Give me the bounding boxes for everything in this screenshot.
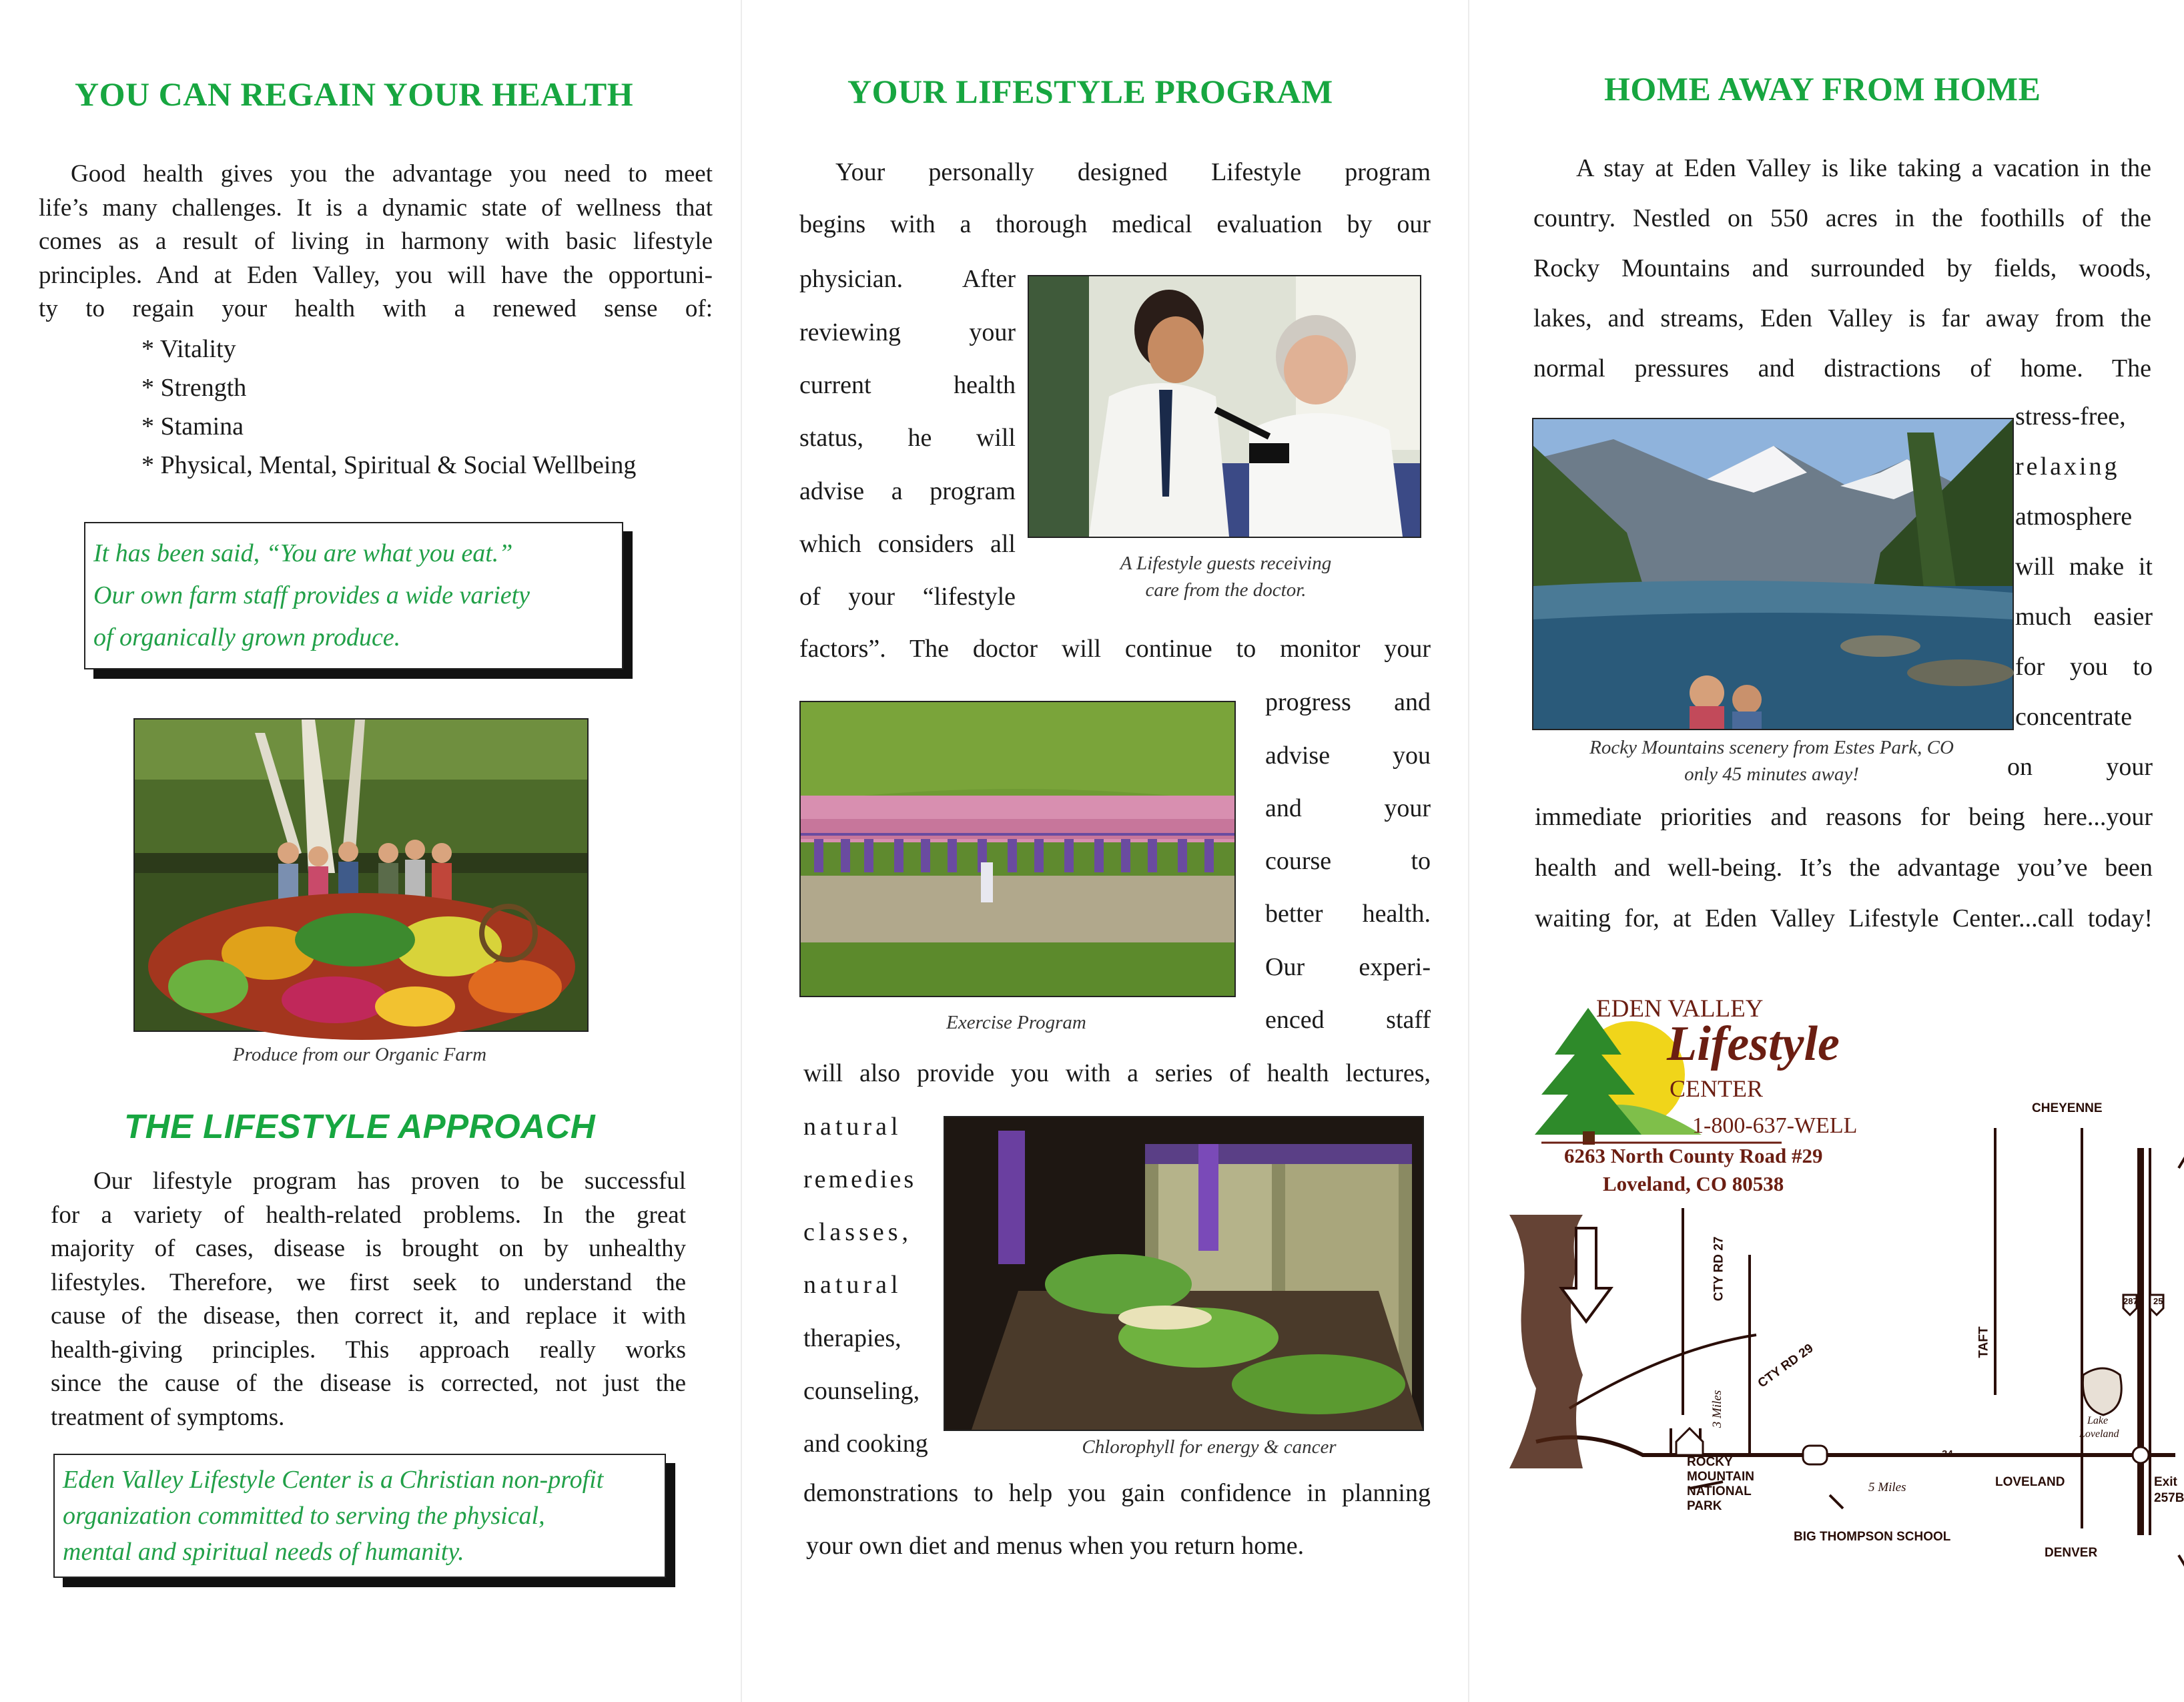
caption-line: care from the doctor.: [1145, 579, 1307, 601]
home-line: for you to: [2015, 653, 2153, 681]
approach-line: Our lifestyle program has proven to be successful: [93, 1167, 686, 1195]
program-line: advise a program: [799, 477, 1016, 505]
map-lake-label: Lake: [2087, 1415, 2109, 1426]
mission-line: organization committed to serving the physical,: [63, 1502, 545, 1530]
program-line: classes,: [803, 1218, 913, 1246]
home-line: stress-free,: [2015, 402, 2126, 431]
mission-line: mental and spiritual needs of humanity.: [63, 1538, 464, 1566]
farm-photo-caption: Produce from our Organic Farm: [232, 1044, 487, 1065]
farm-quote-box: [84, 522, 623, 669]
chlorophyll-photo: [944, 1116, 1424, 1431]
program-line: reviewing your: [799, 318, 1016, 346]
benefit-item: * Physical, Mental, Spiritual & Social Wellbeing: [141, 451, 637, 479]
caption-line: only 45 minutes away!: [1684, 764, 1859, 785]
approach-line: treatment of symptoms.: [51, 1403, 285, 1431]
program-line: advise you: [1265, 742, 1431, 770]
mountain-photo-caption: [1532, 734, 2011, 788]
middle-panel: [742, 0, 1468, 1702]
program-line: current health: [799, 371, 1016, 399]
logo-eden-valley-text: EDEN VALLEY: [1596, 995, 1764, 1023]
home-line: health and well-being. It’s the advantage you’ve been: [1535, 854, 2153, 882]
exercise-program-photo: [799, 701, 1236, 997]
logo-center-text: CENTER: [1670, 1075, 1763, 1102]
phone-number: 1-800-637-WELL: [1692, 1113, 1858, 1138]
mission-statement-box: [53, 1454, 666, 1578]
address-line-1: 6263 North County Road #29: [1564, 1144, 1823, 1167]
doctor-photo-caption: [1030, 550, 1421, 603]
program-line: physician. After: [799, 265, 1016, 293]
home-line: much easier: [2015, 603, 2153, 631]
map-cty-rd-27-label: CTY RD 27: [1712, 1236, 1726, 1302]
program-line: your own diet and menus when you return home.: [806, 1532, 1305, 1560]
home-line: normal pressures and distractions of home. The: [1533, 354, 2151, 382]
lifestyle-program-heading: YOUR LIFESTYLE PROGRAM: [847, 73, 1333, 110]
home-line: immediate priorities and reasons for being here...your: [1535, 803, 2153, 831]
program-line: begins with a thorough medical evaluation by our: [799, 210, 1431, 238]
left-panel: [0, 0, 741, 1702]
approach-line: since the cause of the disease is corrected, not just the: [51, 1370, 686, 1397]
logo-lifestyle-text: Lifestyle: [1667, 1017, 1840, 1071]
map-loveland-label: LOVELAND: [1995, 1475, 2065, 1489]
intro-line: Good health gives you the advantage you need to meet: [71, 160, 713, 188]
program-line: Your personally designed Lifestyle program: [835, 158, 1431, 186]
home-line: waiting for, at Eden Valley Lifestyle Center...call today!: [1535, 904, 2153, 932]
program-line: progress and: [1265, 688, 1431, 716]
home-line: Rocky Mountains and surrounded by fields, woods,: [1533, 254, 2151, 282]
program-line: counseling,: [803, 1377, 920, 1405]
home-line: lakes, and streams, Eden Valley is far away from the: [1533, 304, 2151, 332]
map-lake-label-2: Loveland: [2079, 1428, 2119, 1440]
map-taft-label: TAFT: [1976, 1326, 1991, 1358]
program-line: remedies: [803, 1165, 917, 1193]
map-cty-rd-29-label: CTY RD 29: [1755, 1341, 1816, 1391]
organic-farm-photo: [133, 718, 589, 1032]
program-line: will also provide you with a series of health lectures,: [803, 1059, 1431, 1087]
program-line: of your “lifestyle: [799, 583, 1016, 611]
quote-line: Our own farm staff provides a wide variety: [93, 581, 530, 609]
map-school-label: BIG THOMPSON SCHOOL: [1794, 1530, 1951, 1544]
program-line: therapies,: [803, 1324, 901, 1352]
approach-paragraph: [51, 1165, 686, 1434]
map-hwy-25: 25: [2153, 1296, 2163, 1306]
program-line: natural: [803, 1113, 902, 1141]
right-panel: [1469, 0, 2184, 1702]
program-line: course to: [1265, 847, 1431, 875]
map-exit-number: 257B: [2154, 1491, 2184, 1505]
program-line: demonstrations to help you gain confidence in planning: [803, 1479, 1431, 1507]
approach-line: lifestyles. Therefore, we first seek to understand the: [51, 1268, 686, 1296]
caption-line: A Lifestyle guests receiving: [1120, 553, 1332, 574]
lifestyle-approach-heading: THE LIFESTYLE APPROACH: [124, 1107, 596, 1145]
program-line: enced staff: [1265, 1006, 1431, 1034]
program-line: better health.: [1265, 900, 1431, 928]
intro-line: life’s many challenges. It is a dynamic state of wellness that: [39, 194, 713, 222]
home-line: relaxing: [2015, 453, 2120, 481]
home-line: A stay at Eden Valley is like taking a vacation in the: [1576, 154, 2151, 182]
home-line: will make it: [2015, 553, 2153, 581]
map-denver-label: DENVER: [2045, 1546, 2098, 1560]
map-5-miles-label: 5 Miles: [1868, 1480, 1906, 1494]
approach-line: cause of the disease, then correct it, and replace it with: [51, 1302, 686, 1330]
intro-line: comes as a result of living in harmony with basic lifestyle: [39, 228, 713, 255]
benefit-list: [141, 330, 636, 485]
approach-line: for a variety of health-related problems. In the great: [51, 1201, 686, 1229]
map-hwy-287: 287: [2123, 1296, 2138, 1306]
map-3-miles-label: 3 Miles: [1710, 1390, 1725, 1428]
home-line: on your: [2007, 753, 2153, 781]
address-line-2: Loveland, CO 80538: [1603, 1172, 1784, 1195]
benefit-item: * Vitality: [141, 335, 236, 363]
intro-line: principles. And at Eden Valley, you will have the opportuni-: [39, 261, 713, 289]
program-line: factors”. The doctor will continue to monitor your: [799, 635, 1431, 663]
benefit-item: * Strength: [141, 374, 247, 402]
map-rmnp-label-4: PARK: [1687, 1499, 1722, 1513]
benefit-item: * Stamina: [141, 412, 244, 441]
program-line: and cooking: [803, 1430, 928, 1458]
program-line: and your: [1265, 794, 1431, 822]
approach-line: health-giving principles. This approach really works: [51, 1336, 686, 1364]
program-line: status, he will: [799, 424, 1016, 452]
home-line: atmosphere: [2015, 503, 2133, 531]
intro-line: ty to regain your health with a renewed sense of:: [39, 295, 713, 322]
rocky-mountains-photo: [1532, 418, 2014, 730]
program-line: which considers all: [799, 530, 1016, 558]
mission-line: Eden Valley Lifestyle Center is a Christian non-profit: [63, 1466, 604, 1494]
map-hwy-34: 34: [1942, 1448, 1953, 1460]
program-line: Our experi-: [1265, 953, 1431, 981]
quote-line: of organically grown produce.: [93, 623, 401, 651]
doctor-care-photo: [1028, 275, 1421, 538]
intro-paragraph: [39, 158, 713, 326]
map-cheyenne-label: CHEYENNE: [2032, 1101, 2103, 1115]
home-line: country. Nestled on 550 acres in the foothills of the: [1533, 204, 2151, 232]
program-line: natural: [803, 1271, 902, 1299]
map-rmnp-label-1: ROCKY: [1687, 1455, 1733, 1469]
map-rmnp-label-2: MOUNTAIN: [1687, 1470, 1754, 1484]
home-away-heading: HOME AWAY FROM HOME: [1604, 70, 2041, 107]
regain-health-heading: YOU CAN REGAIN YOUR HEALTH: [75, 75, 634, 113]
exercise-photo-caption: Exercise Program: [946, 1012, 1086, 1033]
caption-line: Rocky Mountains scenery from Estes Park, CO: [1589, 737, 1954, 758]
home-line: concentrate: [2015, 703, 2133, 731]
chlorophyll-photo-caption: Chlorophyll for energy & cancer: [1082, 1436, 1337, 1458]
map-exit-label: Exit: [2154, 1475, 2177, 1489]
map-rmnp-label-3: NATIONAL: [1687, 1484, 1752, 1498]
quote-line: It has been said, “You are what you eat.”: [93, 539, 513, 567]
directions-map: [1469, 1095, 2175, 1575]
approach-line: majority of cases, disease is brought on by unhealthy: [51, 1235, 686, 1262]
